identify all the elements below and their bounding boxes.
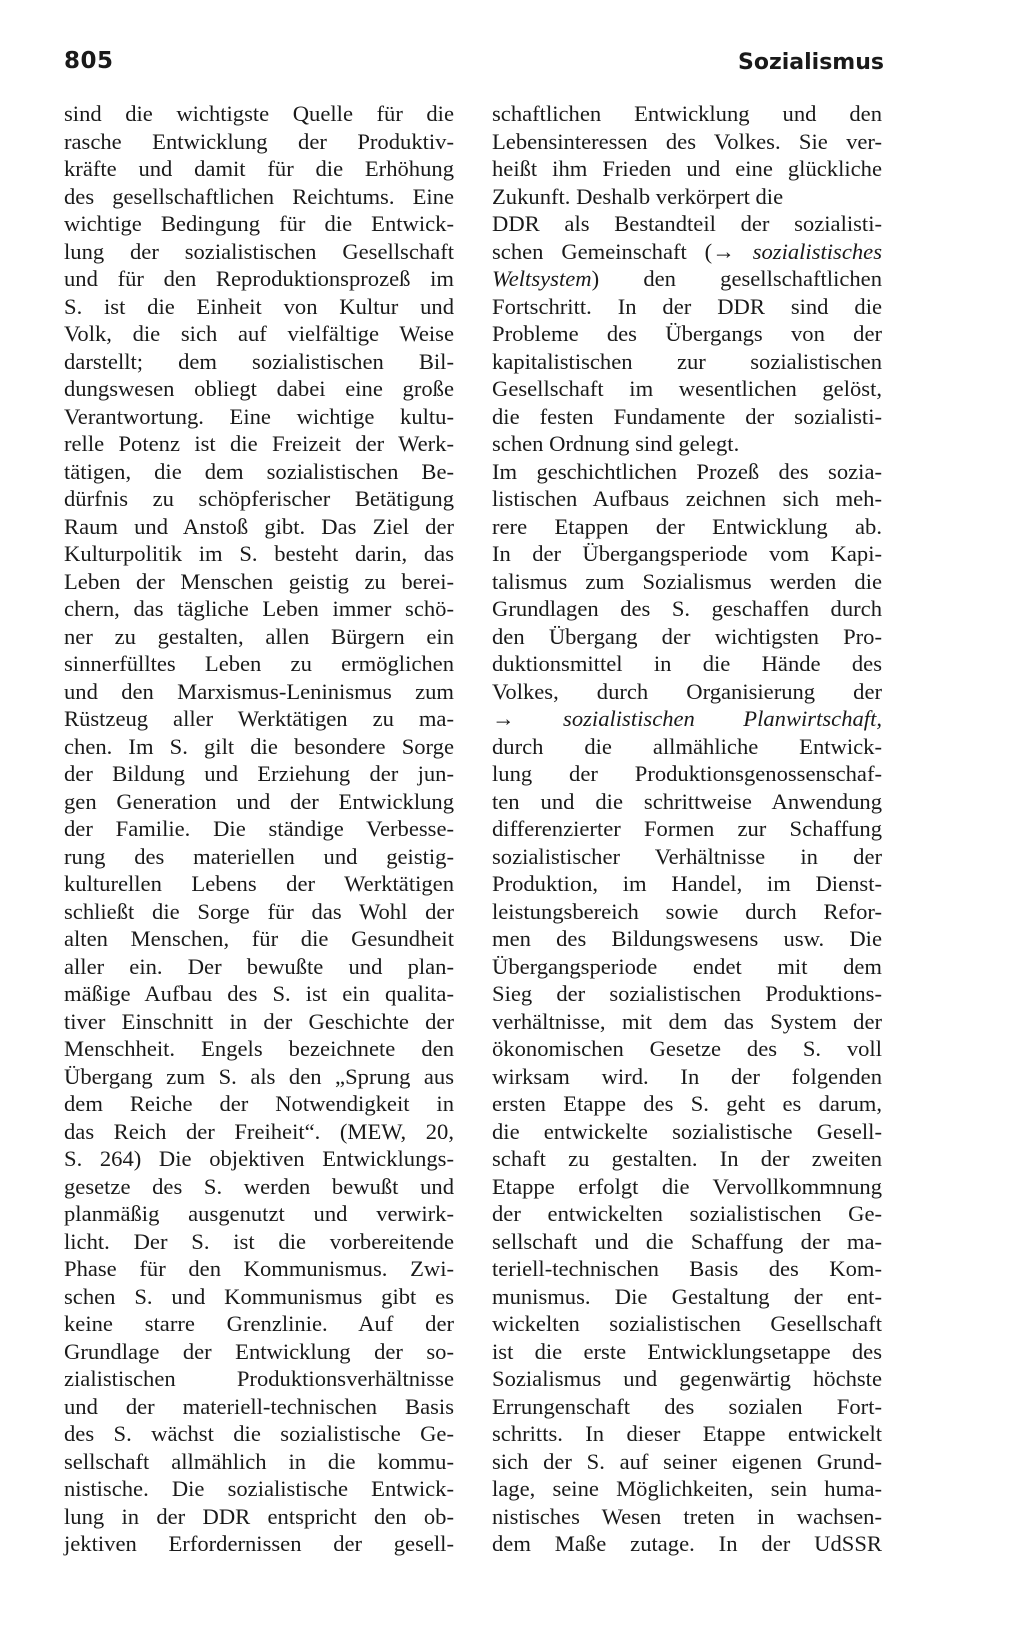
text-line: lung der Produktionsgenossenschaf- (492, 761, 882, 786)
text-line: die entwickelte sozialistische Gesell- (492, 1118, 882, 1144)
text-line: kapitalistischen zur sozialistischen (492, 348, 882, 374)
text-line: Sozialismus und gegenwärtig höchste (492, 1366, 882, 1391)
text-line: durch die allmähliche Entwick- (492, 733, 882, 759)
text-line: ten und die schrittweise Anwendung (492, 788, 882, 814)
text-line: dungswesen obliegt dabei eine große (64, 376, 454, 401)
text-line: Fortschritt. In der DDR sind die (492, 293, 882, 319)
text-line: Etappe erfolgt die Vervollkommnung (492, 1173, 882, 1199)
text-line: wichtige Bedingung für die Entwick- (64, 211, 454, 236)
text-line: licht. Der S. ist die vorbereitende (64, 1228, 454, 1254)
text-line: Gesellschaft im wesentlichen gelöst, (492, 376, 882, 401)
page-number: 805 (64, 48, 114, 74)
text-line: Im geschichtlichen Prozeß des sozia- (492, 458, 882, 484)
text-line: chern, das tägliche Leben immer schö- (64, 596, 454, 621)
text-line: munismus. Die Gestaltung der ent- (492, 1283, 882, 1309)
text-line: Errungenschaft des sozialen Fort- (492, 1393, 882, 1419)
text-line: talismus zum Sozialismus werden die (492, 568, 882, 594)
text-line: Zukunft. Deshalb verkörpert die (492, 183, 784, 209)
text-line: keine starre Grenzlinie. Auf der (64, 1311, 454, 1336)
text-line: sich der S. auf seiner eigenen Grund- (492, 1448, 882, 1474)
text-line: Phase für den Kommunismus. Zwi- (64, 1256, 454, 1281)
text-line: Übergang zum S. als den „Sprung aus (64, 1063, 454, 1089)
text-line: Probleme des Übergangs von der (492, 321, 882, 346)
text-line: der entwickelten sozialistischen Ge- (492, 1201, 882, 1226)
text-line: Grundlage der Entwicklung der so- (64, 1338, 454, 1364)
text-line: In der Übergangsperiode vom Kapi- (492, 541, 882, 566)
text-line: und für den Reproduktionsprozeß im (64, 266, 454, 291)
text-line: die festen Fundamente der sozialisti- (492, 403, 882, 429)
text-line: alten Menschen, für die Gesundheit (64, 926, 454, 951)
text-line: jektiven Erfordernissen der gesell- (64, 1531, 454, 1556)
text-line: sellschaft allmählich in die kommu- (64, 1448, 454, 1474)
text-line: Übergangsperiode endet mit dem (492, 953, 882, 979)
text-line: der Familie. Die ständige Verbesse- (64, 816, 454, 841)
text-line: Produktion, im Handel, im Dienst- (492, 871, 882, 896)
text-line: aller ein. Der bewußte und plan- (64, 953, 454, 979)
text-line: dürfnis zu schöpferischer Betätigung (64, 486, 454, 511)
text-line (492, 705, 882, 733)
text-line: kräfte und damit für die Erhöhung (64, 156, 454, 181)
text-line: rasche Entwicklung der Produktiv- (64, 128, 454, 154)
text-line: Sieg der sozialistischen Produktions- (492, 981, 882, 1006)
text-line: dem Maße zutage. In der UdSSR (492, 1531, 882, 1556)
text-line: Lebensinteressen des Volkes. Sie ver- (492, 128, 882, 154)
text-segment: → (492, 706, 564, 731)
text-line: tätigen, die dem sozialistischen Be- (64, 458, 454, 484)
text-line: gen Generation und der Entwicklung (64, 788, 454, 814)
text-line: Raum und Anstoß gibt. Das Ziel der (64, 513, 454, 539)
text-line: sozialistischer Verhältnisse in der (492, 843, 882, 869)
text-line: das Reich der Freiheit“. (MEW, 20, (64, 1118, 454, 1144)
text-line: DDR als Bestandteil der sozialisti- (492, 211, 882, 236)
text-line: Rüstzeug aller Werktätigen zu ma- (64, 706, 454, 731)
text-line: schen Ordnung sind gelegt. (492, 431, 740, 456)
text-line: listischen Aufbaus zeichnen sich meh- (492, 486, 882, 511)
text-line: der Bildung und Erziehung der jun- (64, 761, 454, 786)
text-line: ersten Etappe des S. geht es darum, (492, 1091, 882, 1116)
text-line: lung der sozialistischen Gesellschaft (64, 238, 454, 264)
text-line: Menschheit. Engels bezeichnete den (64, 1036, 454, 1061)
running-head: Sozialismus (737, 50, 884, 75)
text-line: ist die erste Entwicklungsetappe des (492, 1338, 882, 1364)
text-line: zialistischen Produktionsverhältnisse (64, 1366, 454, 1391)
text-line: Grundlagen des S. geschaffen durch (492, 596, 882, 621)
text-line: Leben der Menschen geistig zu berei- (64, 568, 454, 594)
text-line: schen S. und Kommunismus gibt es (64, 1283, 454, 1309)
text-line: des gesellschaftlichen Reichtums. Eine (64, 183, 454, 209)
text-line: den Übergang der wichtigsten Pro- (492, 623, 882, 649)
text-line: sinnerfülltes Leben zu ermöglichen (64, 651, 454, 676)
text-line: kulturellen Lebens der Werktätigen (64, 871, 454, 896)
text-line: ökonomischen Gesetze des S. voll (492, 1036, 882, 1061)
text-column-left (64, 100, 454, 1558)
text-line: sind die wichtigste Quelle für die (64, 101, 454, 126)
text-line: Volkes, durch Organisierung der (492, 678, 882, 704)
text-line: ner zu gestalten, allen Bürgern ein (64, 623, 454, 649)
text-segment: ) den gesellschaftlichen (591, 266, 882, 291)
text-line: und der materiell-technischen Basis (64, 1393, 454, 1419)
text-line: rung des materiellen und geistig- (64, 843, 454, 869)
text-line: wirksam wird. In der folgenden (492, 1063, 882, 1089)
text-line: nistisches Wesen treten in wachsen- (492, 1503, 882, 1529)
cross-reference: sozialistisches (752, 238, 882, 264)
text-line: planmäßig ausgenutzt und verwirk- (64, 1201, 454, 1226)
text-column-right (492, 100, 882, 1558)
text-line: und den Marxismus-Leninismus zum (64, 678, 454, 704)
cross-reference: sozialistischen Planwirtschaft, (563, 706, 882, 731)
text-line: dem Reiche der Notwendigkeit in (64, 1091, 454, 1116)
text-line: tiver Einschnitt in der Geschichte der (64, 1008, 454, 1034)
text-line: differenzierter Formen zur Schaffung (492, 816, 882, 841)
text-line: Volk, die sich auf vielfältige Weise (64, 321, 454, 346)
text-line: rere Etappen der Entwicklung ab. (492, 513, 882, 539)
text-line (492, 265, 882, 293)
text-line: verhältnisse, mit dem das System der (492, 1008, 882, 1034)
text-line: gesetze des S. werden bewußt und (64, 1173, 454, 1199)
text-line: men des Bildungswesens usw. Die (492, 926, 882, 951)
text-line: lage, seine Möglichkeiten, sein huma- (492, 1476, 882, 1501)
text-line: lung in der DDR entspricht den ob- (64, 1503, 454, 1529)
text-line: schaft zu gestalten. In der zweiten (492, 1146, 882, 1171)
text-segment: schen Gemeinschaft (→ (492, 238, 753, 264)
text-line: Kulturpolitik im S. besteht darin, das (64, 541, 454, 566)
text-line: duktionsmittel in die Hände des (492, 651, 882, 676)
text-line: chen. Im S. gilt die besondere Sorge (64, 733, 454, 759)
text-line: leistungsbereich sowie durch Refor- (492, 898, 882, 924)
text-line: Verantwortung. Eine wichtige kultu- (64, 403, 454, 429)
text-line: relle Potenz ist die Freizeit der Werk- (64, 431, 454, 456)
text-line: heißt ihm Frieden und eine glückliche (492, 156, 882, 181)
text-line: nistische. Die sozialistische Entwick- (64, 1476, 454, 1501)
text-line: schließt die Sorge für das Wohl der (64, 898, 454, 924)
text-line: des S. wächst die sozialistische Ge- (64, 1421, 454, 1446)
text-line: sellschaft und die Schaffung der ma- (492, 1228, 882, 1254)
text-line: teriell-technischen Basis des Kom- (492, 1256, 882, 1281)
cross-reference: Weltsystem (492, 266, 592, 291)
text-line: schritts. In dieser Etappe entwickelt (492, 1421, 882, 1446)
text-line: schaftlichen Entwicklung und den (492, 101, 882, 126)
text-line: darstellt; dem sozialistischen Bil- (64, 348, 454, 374)
text-line: S. 264) Die objektiven Entwicklungs- (64, 1146, 454, 1171)
text-line: mäßige Aufbau des S. ist ein qualita- (64, 981, 454, 1006)
text-line: S. ist die Einheit von Kultur und (64, 293, 454, 319)
text-line: wickelten sozialistischen Gesellschaft (492, 1311, 882, 1336)
text-line (492, 238, 882, 266)
